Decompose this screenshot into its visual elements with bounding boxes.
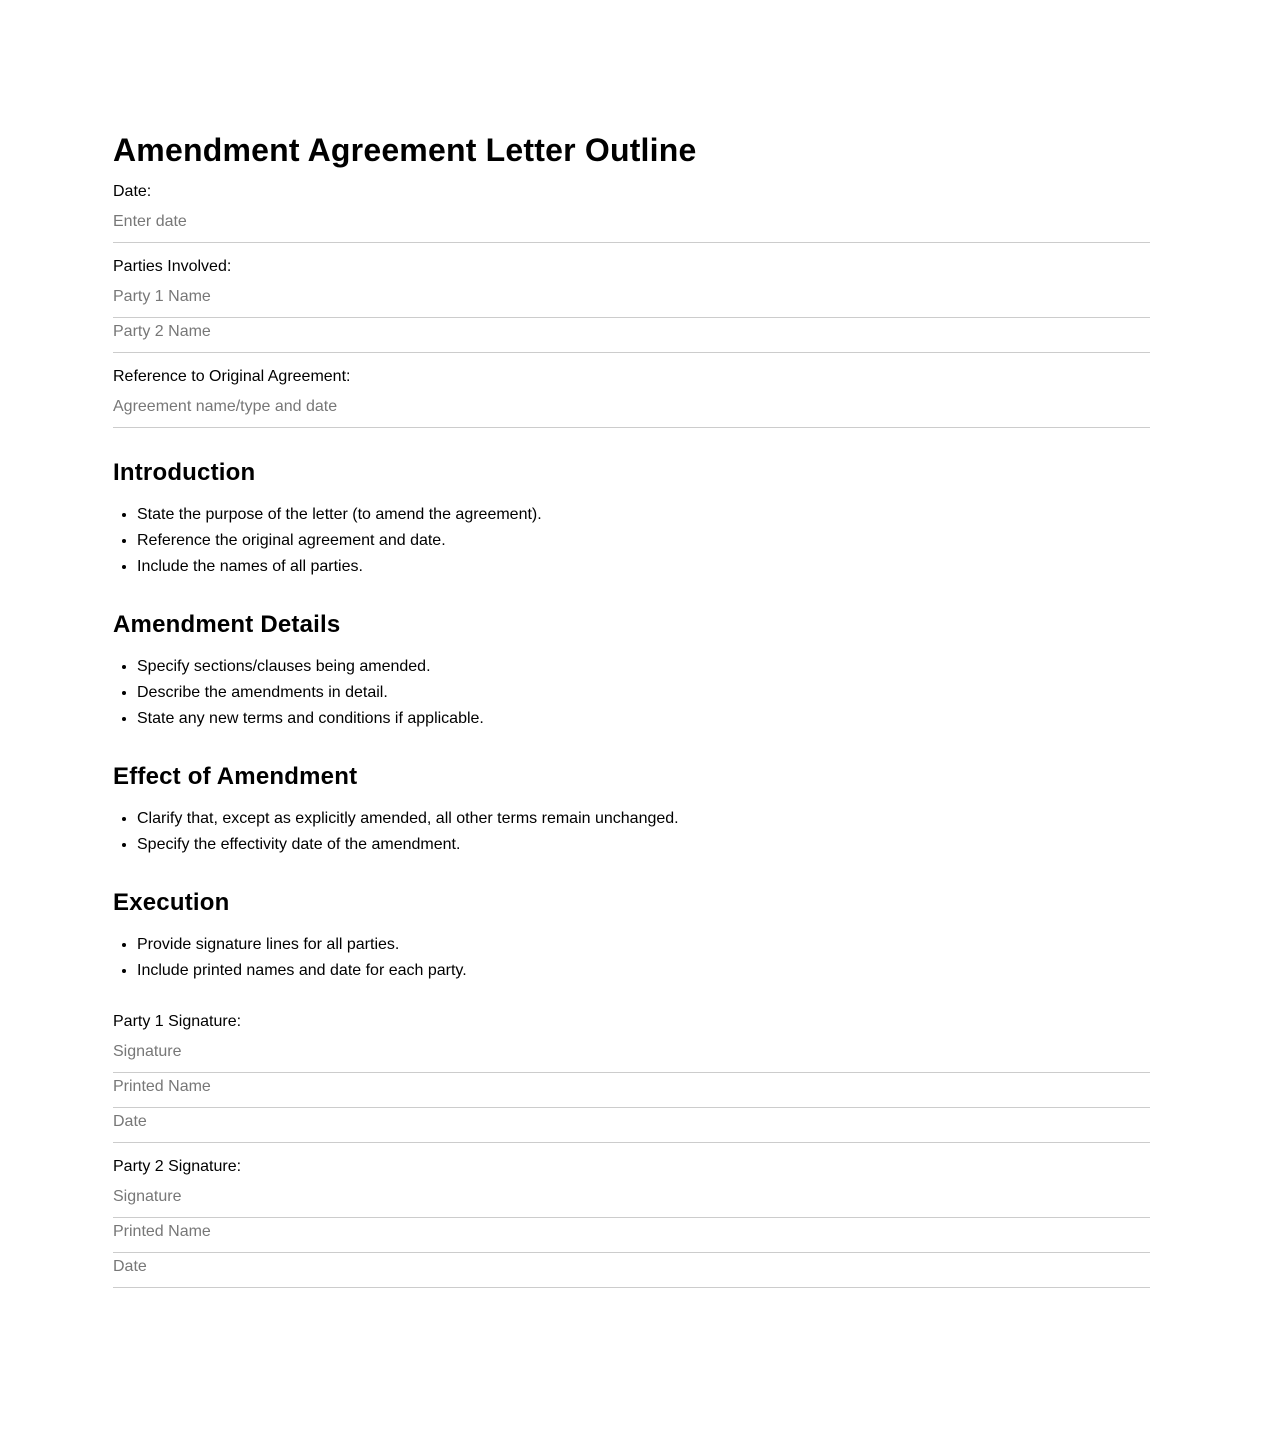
party-1-date-input[interactable] — [113, 1108, 1150, 1143]
list-item: • State any new terms and conditions if applicable. — [137, 706, 1150, 732]
party-2-name-input[interactable] — [113, 318, 1150, 353]
page-title: Amendment Agreement Letter Outline — [113, 132, 697, 168]
party-1-signature-input[interactable] — [113, 1038, 1150, 1073]
document-page — [113, 0, 1150, 1434]
original-agreement-input[interactable] — [113, 393, 1150, 428]
party-1-signature-block — [113, 1012, 1150, 1143]
section-execution — [113, 888, 1150, 984]
section-introduction — [113, 458, 1150, 580]
bullet-list — [113, 654, 1150, 732]
list-item: • State the purpose of the letter (to amend the agreement). — [137, 502, 1150, 528]
party-2-signature-label: Party 2 Signature: — [113, 1158, 242, 1175]
party-1-name-input[interactable] — [113, 283, 1150, 318]
date-input[interactable] — [113, 208, 1150, 243]
section-amendment-details — [113, 610, 1150, 732]
bullet-list — [113, 932, 1150, 984]
date-field-group — [113, 182, 1150, 243]
list-item: • Specify sections/clauses being amended. — [137, 654, 1150, 680]
reference-field-group — [113, 367, 1150, 428]
section-heading: Amendment Details — [113, 611, 341, 638]
bullet-list — [113, 502, 1150, 580]
list-item: • Reference the original agreement and date. — [137, 528, 1150, 554]
list-item: • Include the names of all parties. — [137, 554, 1150, 580]
section-heading: Execution — [113, 889, 230, 916]
party-1-printed-name-input[interactable] — [113, 1073, 1150, 1108]
parties-field-group — [113, 257, 1150, 353]
list-item: • Specify the effectivity date of the amendment. — [137, 832, 1150, 858]
date-label: Date: — [113, 183, 152, 200]
party-2-signature-input[interactable] — [113, 1183, 1150, 1218]
list-item: • Describe the amendments in detail. — [137, 680, 1150, 706]
section-effect-of-amendment — [113, 762, 1150, 858]
list-item: • Clarify that, except as explicitly amended, all other terms remain unchanged. — [137, 806, 1150, 832]
party-2-date-input[interactable] — [113, 1253, 1150, 1288]
party-1-signature-label: Party 1 Signature: — [113, 1013, 242, 1030]
party-2-printed-name-input[interactable] — [113, 1218, 1150, 1253]
reference-label: Reference to Original Agreement: — [113, 368, 351, 385]
parties-label: Parties Involved: — [113, 258, 232, 275]
section-heading: Introduction — [113, 459, 256, 486]
list-item: • Include printed names and date for each party. — [137, 958, 1150, 984]
bullet-list — [113, 806, 1150, 858]
party-2-signature-block — [113, 1157, 1150, 1288]
section-heading: Effect of Amendment — [113, 763, 358, 790]
list-item: • Provide signature lines for all parties. — [137, 932, 1150, 958]
